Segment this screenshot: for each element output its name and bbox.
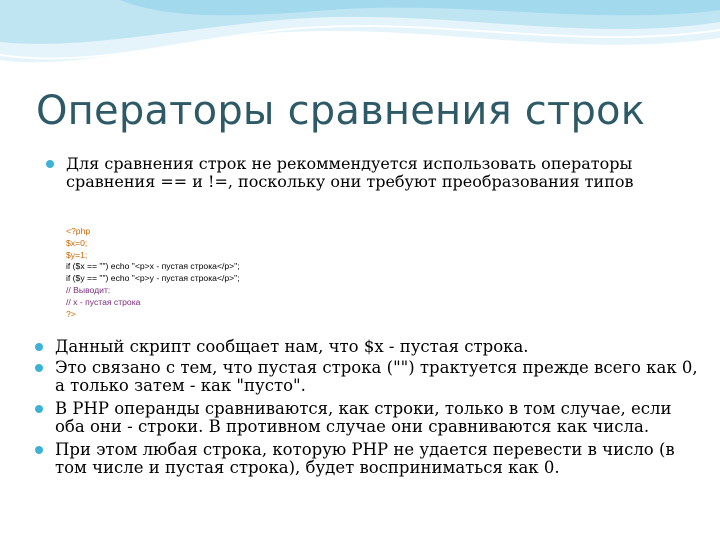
code-line: $x=0;: [66, 237, 88, 248]
page-title: Операторы сравнения строк: [36, 88, 646, 134]
code-line: $y=1;: [66, 249, 88, 260]
bullet-point: [55, 441, 695, 477]
bullet-line: В PHP операнды сравниваются, как строки, только в том случае, если: [55, 399, 672, 418]
bullet-dot-icon: [46, 160, 54, 168]
code-line: <?php: [66, 226, 91, 236]
bullet-point: [55, 358, 698, 395]
bullet-line: Это связано с тем, что пустая строка ("") трактуется прежде всего как 0,: [55, 358, 698, 377]
code-line: if ($x == "") echo "<p>x - пустая строка</p>";: [66, 261, 240, 272]
intro-line: сравнения == и !=, поскольку они требуют преобразования типов: [66, 172, 634, 191]
intro-paragraph: [66, 155, 706, 191]
bullet-dot-icon: [35, 343, 43, 351]
bullet-dot-icon: [35, 446, 43, 454]
bullet-line: а только затем - как "пусто".: [55, 376, 306, 395]
bullet-line: том числе и пустая строка), будет восприниматься как 0.: [55, 458, 560, 477]
bullet-line: оба они - строки. В противном случае они сравниваются как числа.: [55, 417, 650, 436]
bullet-dot-icon: [35, 405, 43, 413]
header-wave-decoration: [0, 0, 720, 90]
code-example: [66, 226, 240, 320]
code-line: if ($y == "") echo "<p>y - пустая строка</p>";: [66, 273, 240, 284]
code-comment-line: // x - пустая строка: [66, 296, 141, 307]
bullet-dot-icon: [35, 364, 43, 372]
code-line: ?>: [66, 308, 76, 319]
code-comment-line: // Выводит:: [66, 284, 111, 295]
bullet-point: [55, 400, 695, 436]
bullet-point: [55, 338, 529, 356]
bullet-line: Данный скрипт сообщает нам, что $x - пустая строка.: [55, 337, 529, 356]
bullet-line: При этом любая строка, которую PHP не удается перевести в число (в: [55, 440, 675, 459]
intro-line: Для сравнения строк не рекоммендуется использовать операторы: [66, 154, 633, 173]
